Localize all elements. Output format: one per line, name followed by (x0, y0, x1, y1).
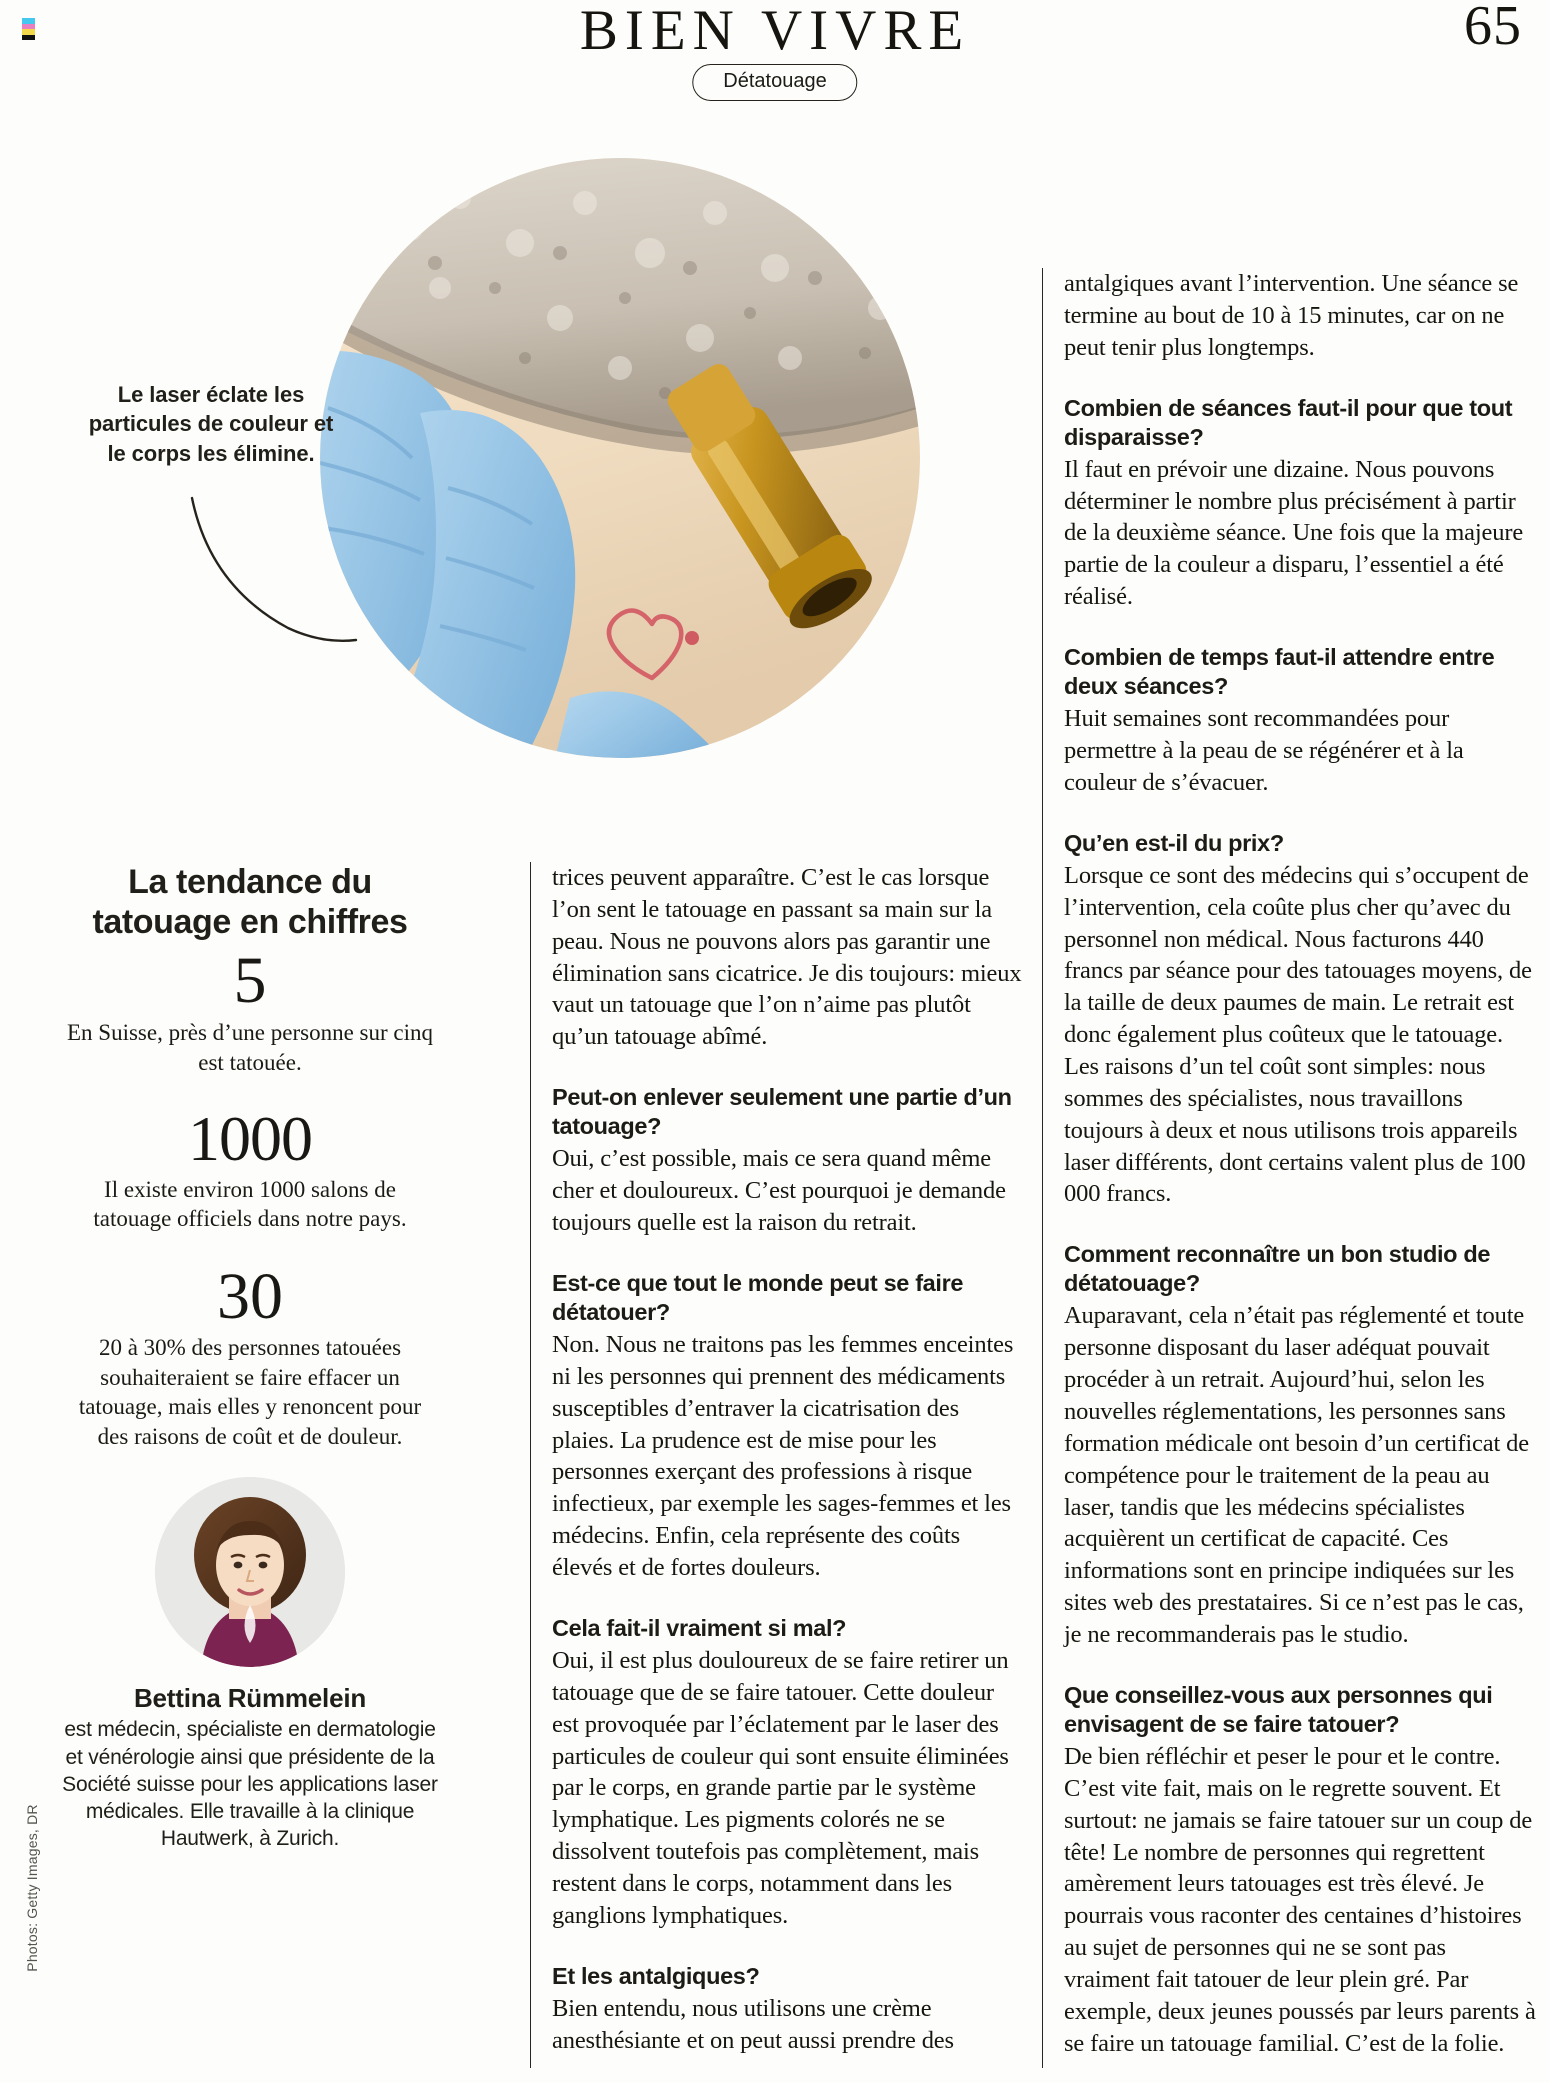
author-bio: est médecin, spécialiste en dermatologie et vénérologie ainsi que présidente de la Société suisse pour les applications laser médicales. Elle travaille à la clinique Hautwerk, à Zurich. (62, 1718, 438, 1851)
qa-question: Est-ce que tout le monde peut se faire détatouer? (552, 1269, 964, 1325)
hero-photo-illustration (320, 158, 920, 758)
qa-question: Qu’en est-il du prix? (1064, 829, 1284, 856)
section-badge: Détatouage (692, 64, 857, 101)
author-name: Bettina Rümmelein (133, 1683, 367, 1714)
qa-answer: Huit semaines sont recommandées pour permettre à la peau de se régénérer et à la couleur de s’évacuer. (1064, 705, 1464, 796)
qa-question: Combien de séances faut-il pour que tout disparaisse? (1064, 394, 1513, 450)
qa-question: Combien de temps faut-il attendre entre deux séances? (1064, 644, 1495, 700)
qa-answer: Non. Nous ne traitons pas les femmes enceintes ni les personnes qui prennent des médicaments susceptibles d’entraver la cicatrisation des plaies. La prudence est de mise pour les personnes exerçant des professions à risque infectieux, par exemple les sages-femmes et les médecins. Enfin, cela représente des coûts élevés et de fortes douleurs. (552, 1331, 1014, 1581)
statistics-sidebar (60, 862, 440, 1853)
stat-number: 1000 (188, 1103, 312, 1174)
continued-paragraph: antalgiques avant l’intervention. Une séance se termine au bout de 10 à 15 minutes, car on ne peut tenir plus longtemps. (1064, 270, 1519, 361)
qa-answer: Oui, il est plus douloureux de se faire retirer un tatouage que de se faire tatouer. Cette douleur est provoquée par l’éclatement par le laser des particules de couleur qui sont ensuite éliminées par le corps, en grande partie par le système lymphatique. Les pigments colorés ne se dissolvent toutefois pas complètement, mais restent dans le corps, notamment dans les ganglions lymphatiques. (552, 1646, 1009, 1929)
author-portrait-illustration (155, 1477, 345, 1667)
stat-description: Il existe environ 1000 salons de tatouage officiels dans notre pays. (93, 1176, 407, 1232)
magazine-section-title: BIEN VIVRE (579, 0, 971, 62)
qa-answer: Auparavant, cela n’était pas réglementé et toute personne disposant du laser adéquat pouvait procéder à un retrait. Aujourd’hui, selon les nouvelles réglementations, les personnes sans formation médicale ont besoin d’un certificat de compétence pour le traitement de la peau au laser, tandis que les médecins spécialistes acquièrent un certificat de capacité. Ces informations sont en principe indiquées sur les sites web des prestataires. Si ce n’est pas le cas, je ne recommanderais pas le studio. (1064, 1302, 1529, 1648)
statistics-title: La tendance du tatouage en chiffres (92, 863, 408, 942)
qa-question: Peut-on enlever seulement une partie d’un tatouage? (552, 1084, 1012, 1140)
stat-number: 5 (233, 944, 267, 1018)
qa-answer: Bien entendu, nous utilisons une crème anesthésiante et on peut aussi prendre des (552, 1994, 954, 2054)
hero-photo-laser-treatment (320, 158, 920, 758)
continued-paragraph: trices peuvent apparaître. C’est le cas lorsque l’on sent le tatouage en passant sa main sur la peau. Nous ne pouvons alors pas garantir une élimination sans cicatrice. Je dis toujours: mieux vaut un tatouage que l’on n’aime pas plutôt qu’un tatouage abîmé. (552, 864, 1022, 1051)
qa-answer: Il faut en prévoir une dizaine. Nous pouvons déterminer le nombre plus précisément à partir de la deuxième séance. Une fois que la majeure partie de la couleur a disparu, l’essentiel a été réalisé. (1064, 455, 1524, 611)
stat-number: 30 (217, 1259, 283, 1333)
qa-answer: De bien réfléchir et peser le pour et le contre. C’est vite fait, mais on le regrette souvent. Et surtout: ne jamais se faire tatouer sur un coup de tête! Le nombre de personnes qui regrettent amèrement leurs tatouages est très élevé. Je pourrais vous raconter des centaines d’histoires au sujet de personnes qui ne se sont pas vraiment fait tatouer de leur plein gré. Par exemple, deux jeunes poussés par leurs parents à se faire un tatouage familial. C’est de la folie. (1064, 1742, 1536, 2057)
page-number: 65 (1464, 0, 1522, 57)
qa-question: Cela fait-il vraiment si mal? (552, 1614, 847, 1641)
masthead (0, 0, 1550, 100)
photo-credit: Photos: Getty Images, DR (24, 1804, 40, 1972)
author-avatar (155, 1477, 345, 1667)
stat-description: 20 à 30% des personnes tatouées souhaiteraient se faire effacer un tatouage, mais elles y renoncent pour des raisons de coût et de douleur. (78, 1335, 422, 1449)
article-column-right (1064, 268, 1536, 2059)
article-column-middle (552, 862, 1024, 2056)
qa-answer: Oui, c’est possible, mais ce sera quand même cher et douloureux. C’est pourquoi je demande toujours quelle est la raison du retrait. (552, 1145, 1006, 1236)
stat-item (60, 1260, 440, 1452)
qa-question: Que conseillez-vous aux personnes qui envisagent de se faire tatouer? (1064, 1681, 1493, 1737)
qa-question: Et les antalgiques? (552, 1962, 760, 1989)
stat-description: En Suisse, près d’une personne sur cinq est tatouée. (66, 1020, 433, 1075)
stat-item (60, 1103, 440, 1234)
stat-item (60, 944, 440, 1077)
column-divider-middle (530, 862, 531, 2068)
photo-caption: Le laser éclate les particules de couleur et le corps les élimine. (88, 382, 334, 466)
column-divider-right (1042, 268, 1043, 2068)
qa-question: Comment reconnaître un bon studio de détatouage? (1064, 1241, 1491, 1297)
qa-answer: Lorsque ce sont des médecins qui s’occupent de l’intervention, cela coûte plus cher qu’avec du personnel non médical. Nous facturons 440 francs par séance pour des tatouages moyens, de la taille de deux paumes de main. Le retrait est donc également plus coûteux que le tatouage. Les raisons d’un tel coût sont simples: nous sommes des spécialistes, nous travaillons toujours à deux et nous utilisons trois appareils laser différents, dont certains valent plus de 100 000 francs. (1064, 861, 1532, 1208)
